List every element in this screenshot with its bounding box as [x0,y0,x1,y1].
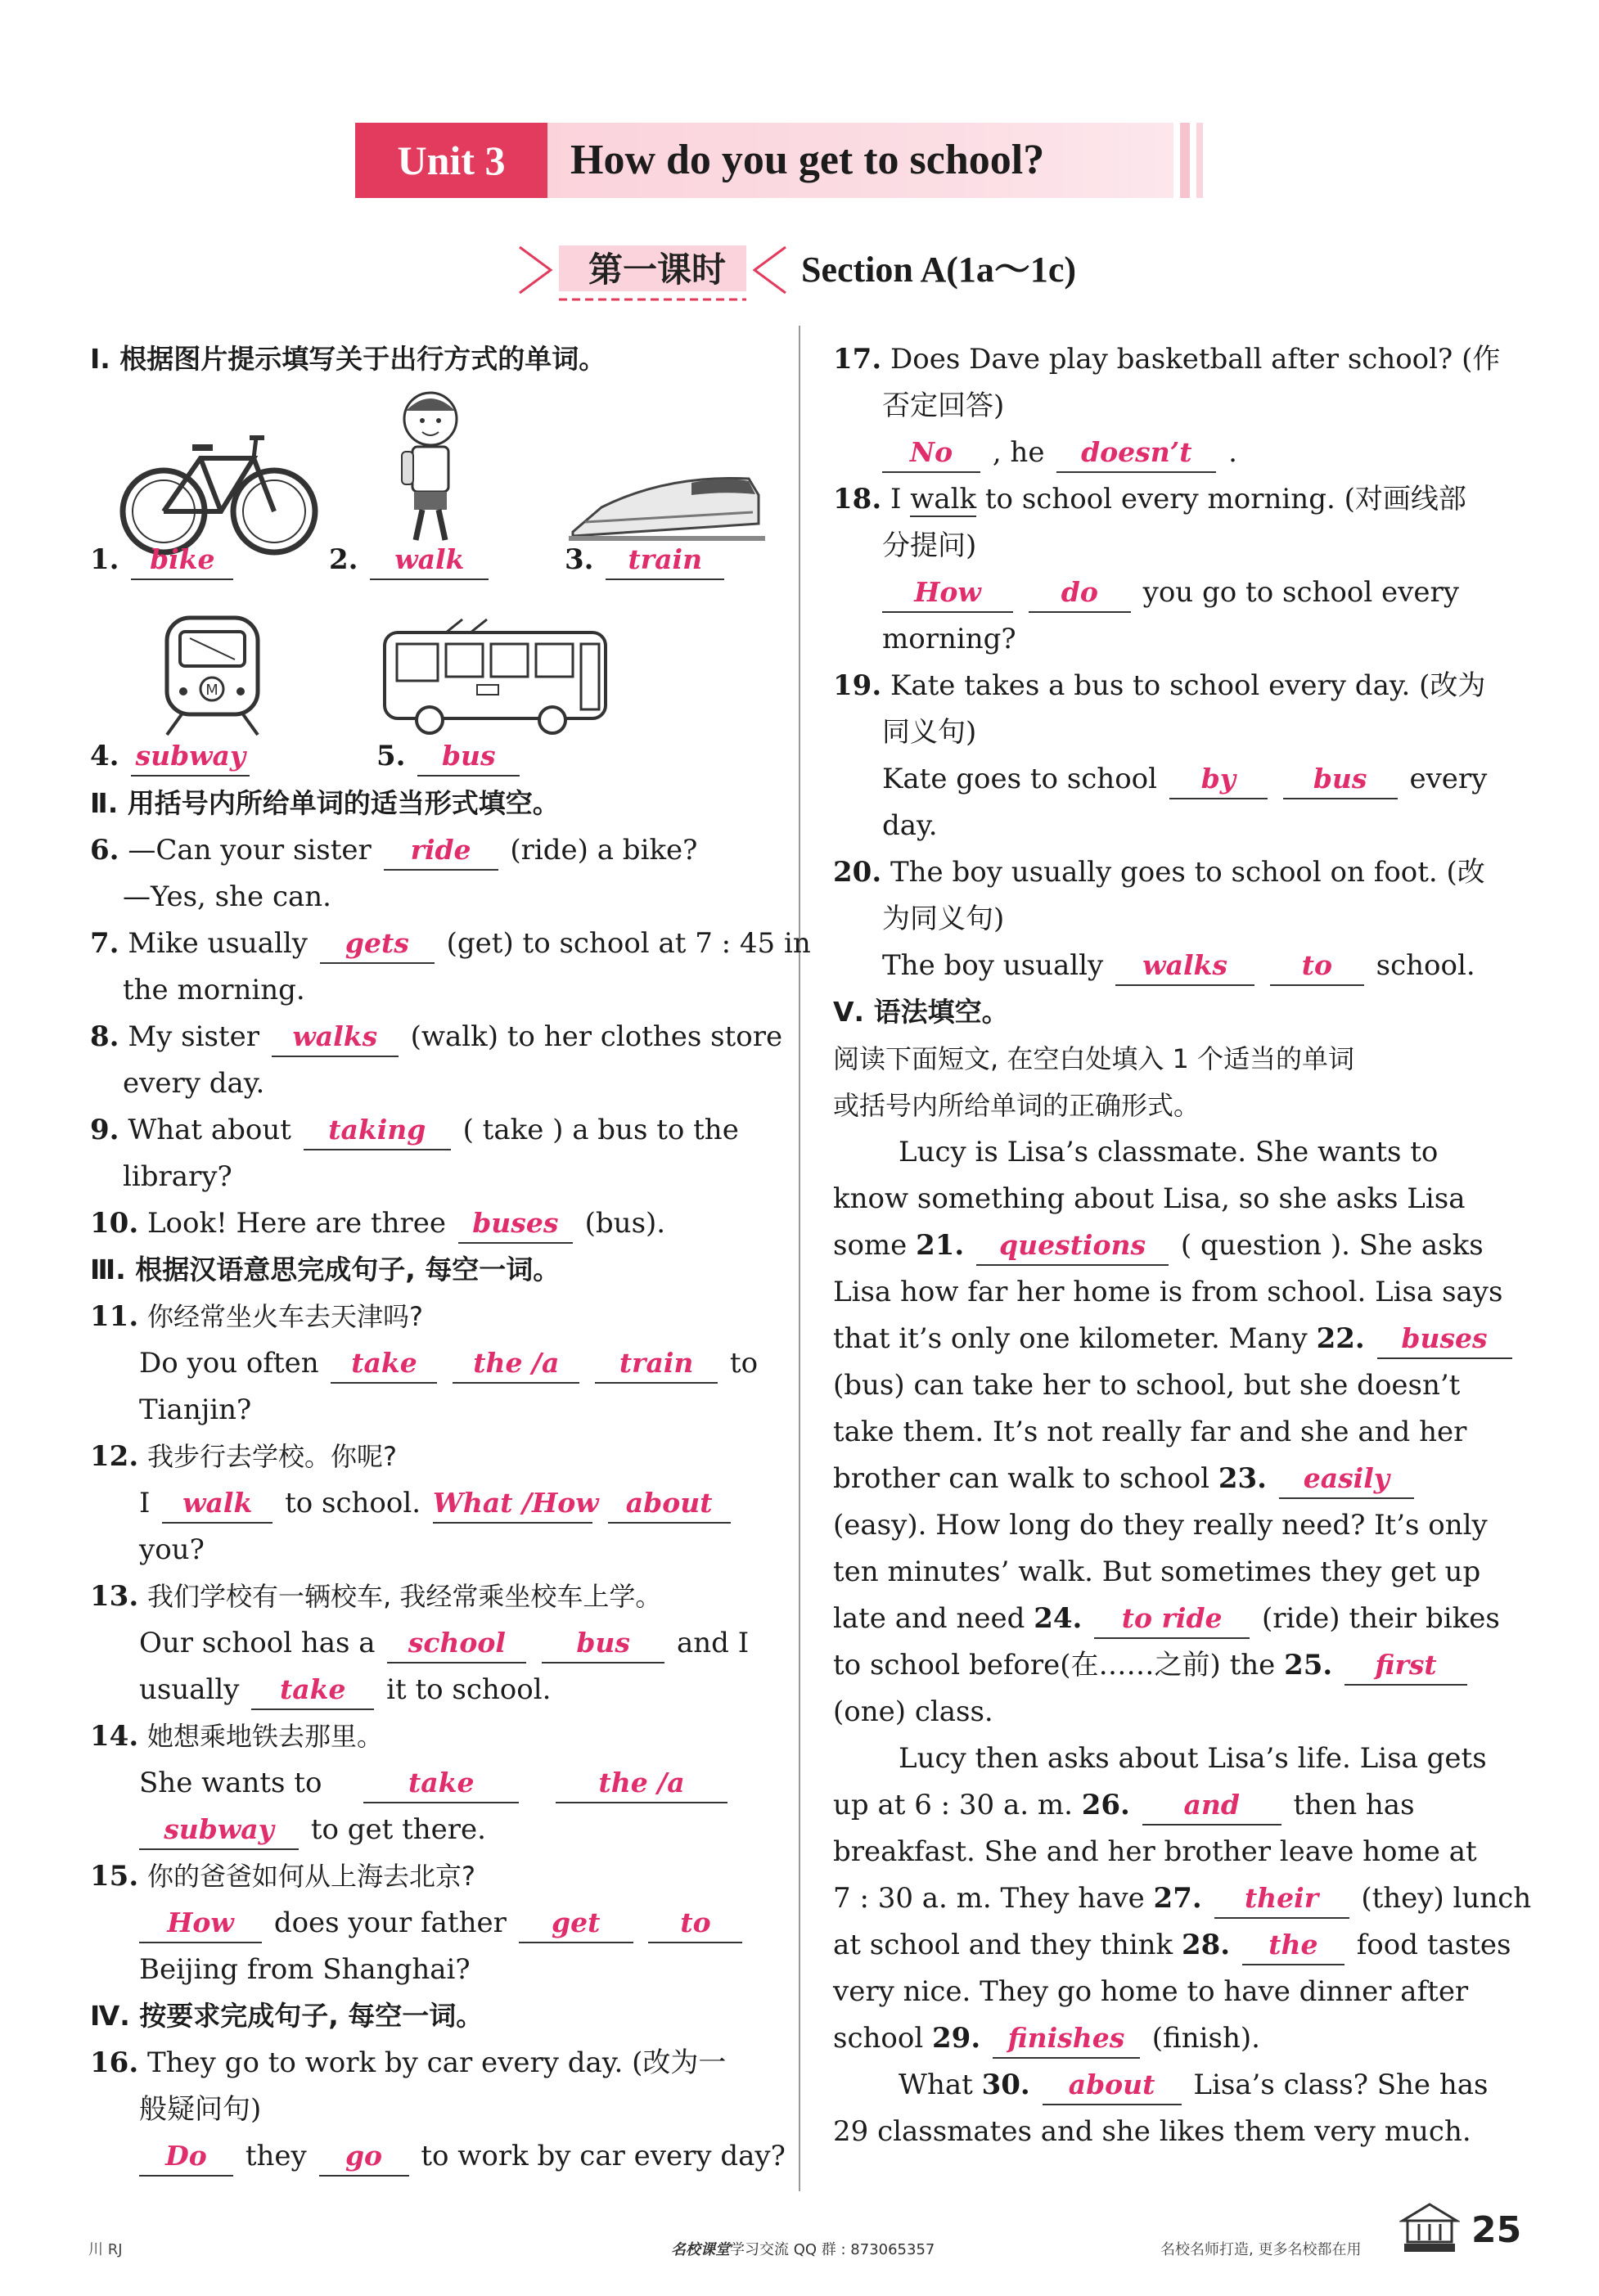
q4-answer: subway [135,740,246,772]
q14-text: She wants to [139,1767,322,1799]
q1-blank[interactable] [131,541,233,580]
q15-answer-2: get [552,1907,601,1938]
q12-blank-2[interactable] [432,1484,599,1524]
q3-answer: train [628,543,703,575]
passage-text: then has [1293,1789,1415,1821]
q15-answer-1: How [167,1907,234,1938]
q9-number: 9. [90,1114,119,1146]
subway-icon [157,614,268,736]
passage-text: brother can walk to school [833,1462,1210,1495]
q14-answer-1: take [408,1767,475,1799]
q10-text: Look! Here are three [146,1207,447,1240]
q13-blank-2[interactable] [542,1624,664,1663]
lesson-header [511,237,1084,303]
q18-blank-1[interactable] [882,574,1013,613]
answer-22: buses [1401,1322,1488,1354]
banner-stripe [1196,123,1203,198]
q18-line3 [882,569,1459,616]
q11-answer-2: the /a [473,1347,560,1379]
passage-line-2: know something about Lisa, so she asks Lisa [833,1182,1466,1215]
passage-line-10: ten minutes’ walk. But sometimes they get up [833,1555,1481,1588]
q3-blank[interactable] [606,541,724,580]
q11-chinese: 你经常坐火车去天津吗? [146,1301,423,1332]
blank-21[interactable] [976,1227,1169,1266]
passage-line-6: (bus) can take her to school, but she doesn’t [833,1369,1461,1402]
section-5-instruction-2: 或括号内所给单词的正确形式。 [833,1090,1200,1121]
banner-stripe [1180,123,1190,198]
q18-line4: morning? [882,623,1016,655]
q1-number: 1. [90,543,119,576]
q19-text-b: Kate goes to school [882,763,1158,795]
q12-blank-1[interactable] [162,1484,273,1524]
passage-line-12 [833,1641,1471,1689]
section-1-heading: Ⅰ. 根据图片提示填写关于出行方式的单词。 [90,343,606,375]
q7-text: Mike usually [128,927,309,960]
q12-answer-1: walk [182,1487,253,1519]
q8-line2: every day. [123,1067,265,1100]
passage-line-14: Lucy then asks about Lisa’s life. Lisa gets [899,1742,1487,1775]
q20-answer-2: to [1301,949,1332,981]
unit-banner [355,123,1206,198]
passage-line-21 [899,2061,1488,2109]
q20-text: The boy usually goes to school on foot. (改 [890,856,1485,889]
q11-text: Do you often [139,1347,319,1380]
q6 [90,826,697,874]
q17-text: Does Dave play basketball after school? (作 [890,343,1501,376]
q18-line2: 分提问) [882,529,977,562]
passage-line-18 [833,1921,1511,1969]
q19-answer-2: bus [1313,763,1367,795]
q16 [90,2039,726,2087]
answer-23: easily [1303,1462,1390,1494]
q13-line3 [139,1666,551,1713]
q20-text-c: school. [1376,949,1475,982]
q14-text-b: to get there. [310,1813,486,1846]
answer-21: questions [999,1229,1146,1261]
passage-text: (ride) their bikes [1261,1602,1500,1635]
footer-edition: 川 RJ [88,2241,123,2258]
q6-text-b: (ride) a bike? [510,834,698,867]
passage-text: food tastes [1356,1929,1511,1961]
answer-27: their [1244,1882,1319,1914]
q20-number: 20. [833,856,882,889]
q9-line2: library? [123,1160,232,1193]
passage-line-19: very nice. They go home to have dinner after [833,1975,1469,2008]
svg-text:M: M [205,682,218,699]
q6-answer: ride [410,834,471,866]
q15-line2 [139,1899,745,1947]
q11-answer-3: train [619,1347,694,1379]
q8 [90,1013,782,1060]
q13-line2 [139,1619,749,1667]
blank-27[interactable] [1214,1880,1349,1919]
q9-text-b: ( take ) a bus to the [462,1114,739,1146]
passage-line-7: take them. It’s not really far and she and her [833,1416,1467,1448]
blank-26[interactable] [1142,1786,1281,1826]
q12-line2 [139,1479,734,1527]
passage-line-8 [833,1455,1417,1502]
passage-text: (they) lunch [1361,1882,1532,1915]
q3-number: 3. [565,543,594,576]
q6-line2: —Yes, she can. [123,880,331,913]
q11-number: 11. [90,1300,139,1333]
answer-26: and [1183,1789,1240,1821]
q6-number: 6. [90,834,119,867]
q6-text: —Can your sister [128,834,372,867]
q20 [833,849,1485,896]
q18-number: 18. [833,483,882,515]
q16-blank-1[interactable] [139,2137,233,2177]
q5-answer: bus [441,740,496,772]
blank-30-number: 30. [981,2069,1030,2101]
blank-21-number: 21. [916,1229,965,1262]
q7-text-b: (get) to school at 7 : 45 in [446,927,811,960]
q14-number: 14. [90,1720,139,1753]
section-label: Section A(1a～1c) [801,250,1077,290]
q8-text-b: (walk) to her clothes store [410,1020,783,1053]
q16-answer-1: Do [165,2140,207,2172]
blank-25-number: 25. [1284,1649,1333,1681]
q13-answer-2: bus [576,1627,630,1659]
q10-text-b: (bus). [584,1207,666,1240]
q4-5-row [90,732,769,780]
blank-24[interactable] [1094,1600,1250,1639]
passage-text: school [833,2022,924,2055]
q12 [90,1433,397,1480]
q14-line2 [139,1759,731,1807]
walking-boy-icon [390,386,471,550]
school-logo-icon [1399,2201,1460,2255]
q14-blank-3[interactable] [139,1811,299,1850]
passage-text: that it’s only one kilometer. Many [833,1322,1308,1355]
q19-line4: day. [882,809,938,842]
passage-line-5 [833,1315,1516,1362]
answer-28: the [1268,1929,1318,1961]
q16-line3 [139,2132,786,2180]
q2-number: 2. [329,543,358,576]
q20-answer-1: walks [1142,949,1227,981]
passage-text: (finish). [1151,2022,1260,2055]
train-icon [569,458,765,548]
q14 [90,1713,383,1760]
blank-23-number: 23. [1218,1462,1268,1495]
q19-line3 [882,755,1487,803]
q17-line2: 否定回答) [882,389,1005,422]
q2-answer: walk [394,543,465,575]
q14-blank-1[interactable] [363,1764,519,1803]
q16-text-c: to work by car every day? [421,2140,786,2172]
q15-chinese: 你的爸爸如何从上海去北京? [146,1861,475,1892]
q5-number: 5. [376,740,406,772]
q17-line3 [882,429,1237,476]
blank-24-number: 24. [1034,1602,1083,1635]
q12-answer-2: What /How [432,1487,599,1519]
q1-answer: bike [150,543,215,575]
passage-line-15 [833,1781,1415,1829]
q15-answer-3: to [680,1907,711,1938]
q13-text-b: and I [676,1627,750,1659]
q15-blank-1[interactable] [139,1904,262,1943]
q11-answer-1: take [351,1347,417,1379]
blank-28-number: 28. [1181,1929,1231,1961]
footer-center [671,2238,935,2259]
q20-line3 [882,942,1475,989]
q11 [90,1293,423,1340]
q19-blank-1[interactable] [1169,760,1268,799]
answer-25: first [1375,1649,1437,1681]
blank-30[interactable] [1043,2066,1182,2105]
q8-blank[interactable] [272,1018,399,1057]
q17-text-b: , he [992,436,1045,469]
passage-text: up at 6 : 30 a. m. [833,1789,1073,1821]
q20-blank-1[interactable] [1115,947,1254,986]
q15-line3: Beijing from Shanghai? [139,1953,471,1986]
q7 [90,920,811,967]
q19-number: 19. [833,669,882,702]
passage-text: What [899,2069,973,2101]
q16-answer-2: go [345,2140,383,2172]
q16-blank-2[interactable] [319,2137,409,2177]
q10-number: 10. [90,1207,139,1240]
q9-text: What about [128,1114,291,1146]
q16-number: 16. [90,2046,139,2079]
section-5-heading: Ⅴ. 语法填空。 [833,996,1009,1028]
q18 [833,475,1466,523]
passage-text: late and need [833,1602,1025,1635]
answer-30: about [1068,2069,1155,2100]
passage-text: at school and they think [833,1929,1173,1961]
q12-line3: you? [139,1533,205,1566]
q13-text-c: usually [139,1673,240,1706]
q11-blank-1[interactable] [331,1344,437,1384]
q1-5-row1 [90,536,769,583]
section-4-heading: Ⅳ. 按要求完成句子, 每空一词。 [90,2000,484,2032]
q20-text-b: The boy usually [882,949,1104,982]
blank-22[interactable] [1377,1320,1512,1359]
passage-line-1: Lucy is Lisa’s classmate. She wants to [899,1136,1439,1168]
q8-text: My sister [128,1020,259,1053]
blank-23[interactable] [1279,1460,1414,1499]
q12-text: I [139,1487,151,1519]
passage-text: 7 : 30 a. m. They have [833,1882,1145,1915]
q13-answer-3: take [280,1673,346,1705]
page-number: 25 [1471,2209,1522,2251]
q13-number: 13. [90,1580,139,1613]
q13-blank-1[interactable] [387,1624,526,1663]
q7-blank[interactable] [320,925,435,964]
q18-underlined-word: walk [910,483,977,515]
q10-answer: buses [472,1207,559,1239]
q19-text-c: every [1409,763,1488,795]
q17-blank-1[interactable] [882,434,980,473]
q19 [833,662,1485,709]
q20-blank-2[interactable] [1270,947,1364,986]
blank-29[interactable] [993,2019,1140,2059]
footer-qq-group: 学习交流 QQ 群 : 873065357 [730,2241,935,2258]
passage-line-3 [833,1222,1484,1269]
q18-blank-2[interactable] [1029,574,1131,613]
q13 [90,1573,661,1620]
passage-line-4: Lisa how far her home is from school. Lisa says [833,1276,1503,1308]
q2-blank[interactable] [370,541,489,580]
answer-24: to ride [1121,1602,1223,1634]
passage-line-16: breakfast. She and her brother leave home at [833,1835,1477,1868]
q18-answer-2: do [1061,576,1098,608]
q13-chinese: 我们学校有一辆校车, 我经常乘坐校车上学。 [146,1581,662,1612]
q17-text-c: . [1228,436,1237,469]
q4-blank[interactable] [131,737,250,777]
q16-line2: 般疑问句) [139,2093,262,2126]
passage-text: to school before(在……之前) the [833,1649,1276,1681]
q11-blank-3[interactable] [595,1344,718,1384]
q14-answer-3: subway [164,1813,274,1845]
passage-text: ( question ). She asks [1180,1229,1484,1262]
column-divider [799,326,800,2191]
bus-icon [381,618,610,741]
footer-slogan: 名校名师打造, 更多名校都在用 [1160,2241,1362,2258]
passage-text: some [833,1229,908,1262]
passage-line-13: (one) class. [833,1695,993,1728]
q12-number: 12. [90,1440,139,1473]
q18-text-b: to school every morning. (对画线部 [984,483,1466,515]
q7-line2: the morning. [123,974,305,1006]
q11-line2 [139,1339,758,1387]
q12-answer-3: about [625,1487,713,1519]
q14-answer-2: the /a [598,1767,685,1799]
passage-line-17 [833,1875,1531,1922]
q15-blank-3[interactable] [648,1904,742,1943]
q11-text-b: to [729,1347,759,1380]
q8-answer: walks [292,1020,378,1052]
answer-29: finishes [1007,2022,1125,2054]
q17 [833,335,1500,383]
q13-answer-1: school [408,1627,506,1659]
footer-brand: 名校课堂 [671,2241,730,2258]
q15-text: does your father [273,1907,507,1939]
q9-blank[interactable] [304,1111,451,1150]
q17-answer-2: doesn’t [1081,436,1192,468]
q8-number: 8. [90,1020,119,1053]
unit-title: How do you get to school? [547,123,1173,198]
q10 [90,1200,665,1247]
blank-26-number: 26. [1081,1789,1130,1821]
blank-29-number: 29. [932,2022,981,2055]
q13-text: Our school has a [139,1627,376,1659]
q12-text-b: to school. [285,1487,421,1519]
q14-line3 [139,1806,486,1853]
q17-blank-2[interactable] [1056,434,1216,473]
q5-blank[interactable] [417,737,520,777]
q15-blank-2[interactable] [519,1904,633,1943]
q19-text: Kate takes a bus to school every day. (改为 [890,669,1486,702]
q7-number: 7. [90,927,119,960]
blank-27-number: 27. [1153,1882,1202,1915]
q7-answer: gets [345,927,409,959]
passage-line-11 [833,1595,1500,1642]
passage-line-20 [833,2015,1260,2062]
section-5-instruction-1: 阅读下面短文, 在空白处填入 1 个适当的单词 [833,1043,1355,1074]
q11-blank-2[interactable] [453,1344,579,1384]
q14-chinese: 她想乘地铁去那里。 [146,1721,383,1752]
q4-number: 4. [90,740,119,772]
q10-blank[interactable] [458,1204,573,1244]
q18-answer-1: How [914,576,981,608]
blank-25[interactable] [1345,1646,1467,1686]
q13-blank-3[interactable] [251,1671,374,1710]
q14-blank-2[interactable] [556,1764,727,1803]
q16-text-b: they [245,2140,307,2172]
q20-line2: 为同义句) [882,903,1005,935]
q19-answer-1: by [1200,763,1236,795]
q9 [90,1106,739,1154]
q12-blank-3[interactable] [608,1484,731,1524]
blank-28[interactable] [1242,1926,1345,1965]
q17-answer-1: No [909,436,953,468]
q17-number: 17. [833,343,882,376]
passage-line-22: 29 classmates and she likes them very much. [833,2115,1471,2148]
section-2-heading: Ⅱ. 用括号内所给单词的适当形式填空。 [90,787,560,819]
unit-label: Unit 3 [355,123,547,198]
q18-text: I [890,483,902,515]
passage-text: Lisa’s class? She has [1193,2069,1489,2101]
q13-text-d: it to school. [386,1673,552,1706]
q12-chinese: 我步行去学校。你呢? [146,1441,397,1472]
q9-answer: taking [328,1114,426,1146]
q19-line2: 同义句) [882,716,977,749]
passage-line-9: (easy). How long do they really need? It’s only [833,1509,1488,1542]
q6-blank[interactable] [384,831,498,871]
q15 [90,1853,475,1900]
q18-text-c: you go to school every [1142,576,1459,609]
q19-blank-2[interactable] [1283,760,1398,799]
q15-number: 15. [90,1860,139,1893]
section-3-heading: Ⅲ. 根据汉语意思完成句子, 每空一词。 [90,1254,561,1285]
blank-22-number: 22. [1316,1322,1365,1355]
q11-line3: Tianjin? [139,1393,252,1426]
q16-text: They go to work by car every day. (改为一 [146,2046,727,2079]
lesson-label: 第一课时 [588,250,726,290]
